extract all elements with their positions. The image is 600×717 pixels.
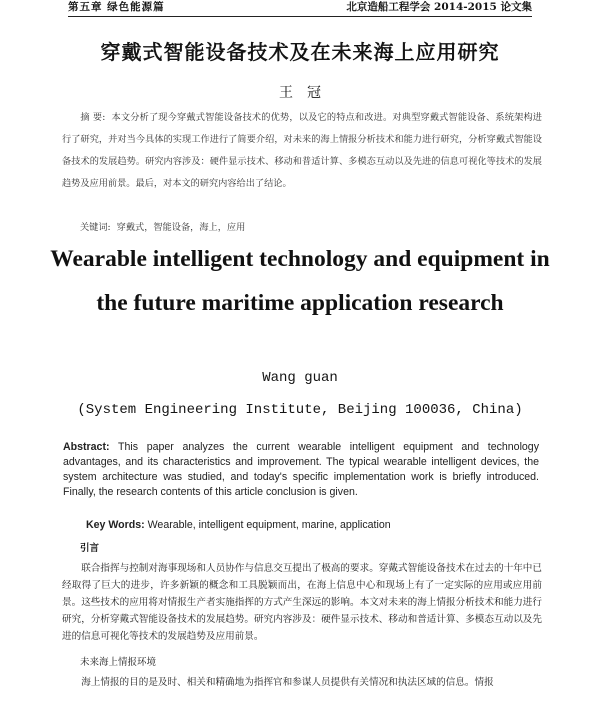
english-abstract-text: This paper analyzes the current wearable intelligent equipment and technology advantages, and its characteristics and improvement. The typical wearable intelligent devices, the system architecture was studied, and today's specific implementation work is briefly introduced. Finally, the research contents of this article conclusion is given. xyxy=(63,441,539,498)
introduction-paragraph: 联合指挥与控制对海事现场和人员协作与信息交互提出了极高的要求。穿戴式智能设备技术在过去的十年中已经取得了巨大的进步，许多新颖的概念和工具脱颖而出，在海上信息中心和现场上有了一定实际的应用或应用前景。这些技术的应用将对情报生产者实施指挥的方式产生深远的影响。本文对未来的海上情报分析技术和能力进行研究，分析穿戴式智能设备技术的发展趋势。研究内容涉及：硬件显示技术、移动和普适计算、多模态互动以及先进的信息可视化等技术的发展趋势及应用前景。 xyxy=(62,563,542,642)
english-abstract-label: Abstract: xyxy=(63,441,110,453)
chinese-keywords-text: 穿戴式，智能设备，海上，应用 xyxy=(116,222,246,233)
english-title: Wearable intelligent technology and equipment in the future maritime application research xyxy=(50,246,550,316)
chinese-keywords-label: 关键词: xyxy=(80,222,111,233)
chinese-title: 穿戴式智能设备技术及在未来海上应用研究 xyxy=(100,40,500,64)
chinese-abstract xyxy=(62,107,542,195)
english-abstract xyxy=(63,440,539,500)
running-header xyxy=(68,0,532,17)
introduction-heading: 引言 xyxy=(80,543,100,554)
section-paragraph: 海上情报的目的是及时、相关和精确地为指挥官和参谋人员提供有关情况和执法区域的信息。情报 xyxy=(81,677,494,688)
english-keywords-label: Key Words: xyxy=(86,519,145,531)
english-affiliation: (System Engineering Institute, Beijing 100036, China) xyxy=(77,402,523,418)
header-proceedings: 北京造船工程学会 2014-2015 论文集 xyxy=(346,1,532,13)
chinese-keywords xyxy=(80,219,245,233)
header-chapter: 第五章 绿色能源篇 xyxy=(68,1,165,13)
english-author: Wang guan xyxy=(262,370,338,386)
chinese-author: 王冠 xyxy=(279,85,335,101)
english-keywords xyxy=(86,519,391,531)
english-keywords-text: Wearable, intelligent equipment, marine, application xyxy=(144,519,391,531)
chinese-abstract-label: 摘 要: xyxy=(80,112,106,123)
section-subheading: 未来海上情报环境 xyxy=(80,657,157,668)
chinese-abstract-text: 本文分析了现今穿戴式智能设备技术的优势，以及它的特点和改进。对典型穿戴式智能设备、系统架构进行了研究，并对当今具体的实现工作进行了简要介绍，对未来的海上情报分析技术和能力进行研究，分析穿戴式智能设备技术的发展趋势。研究内容涉及：硬件显示技术、移动和普适计算、多模态互动以及先进的信息可视化等技术的发展趋势及应用前景。最后，对本文的研究内容给出了结论。 xyxy=(62,112,542,189)
